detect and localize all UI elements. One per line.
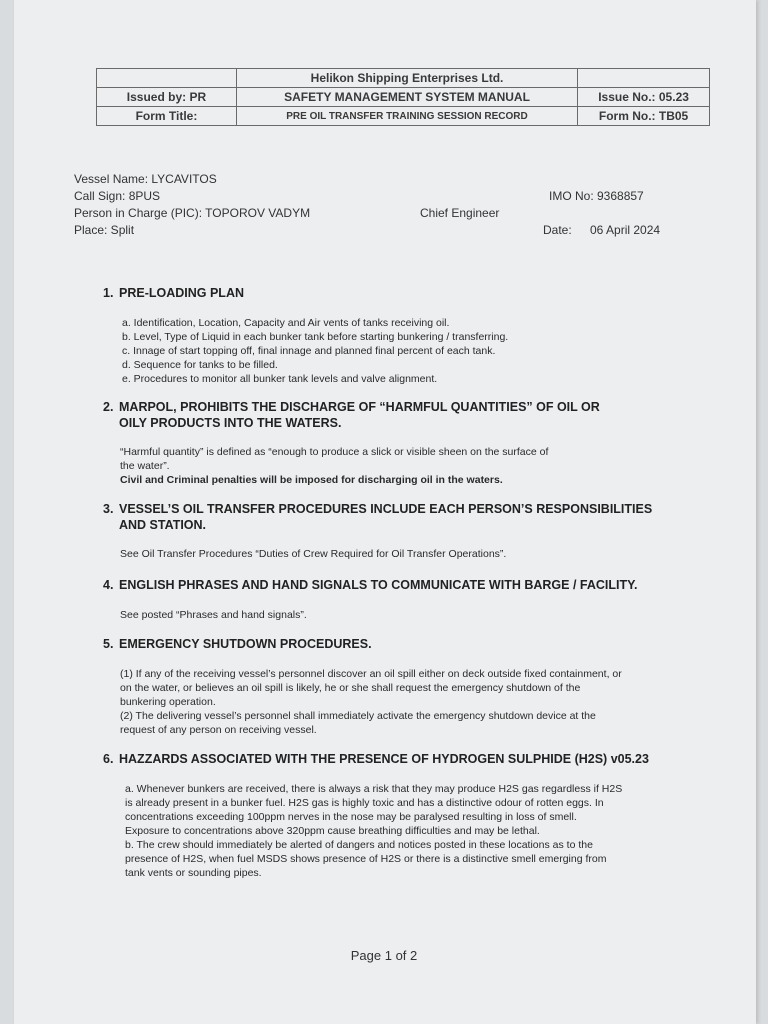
section-heading: MARPOL, PROHIBITS THE DISCHARGE OF “HARMFUL QUANTITIES” OF OIL OR — [119, 400, 600, 414]
section-4-body — [120, 608, 710, 622]
list-item: b. Level, Type of Liquid in each bunker tank before starting bunkering / transferring. — [122, 331, 509, 343]
section-5-body — [120, 667, 710, 737]
paragraph-line: on the water, or believes an oil spill is likely, he or she shall request the emergency shutdown of the — [120, 682, 581, 694]
form-title-label: Form Title: — [97, 107, 237, 126]
manual-title: SAFETY MANAGEMENT SYSTEM MANUAL — [236, 88, 577, 107]
header-empty-cell — [578, 69, 710, 88]
list-item: d. Sequence for tanks to be filled. — [122, 359, 278, 371]
section-heading: EMERGENCY SHUTDOWN PROCEDURES. — [119, 637, 372, 651]
place: Place: Split — [74, 223, 135, 237]
header-empty-cell — [97, 69, 237, 88]
form-title: PRE OIL TRANSFER TRAINING SESSION RECORD — [236, 107, 577, 126]
section-heading: PRE-LOADING PLAN — [119, 286, 244, 300]
section-heading-continued: OILY PRODUCTS INTO THE WATERS. — [119, 416, 342, 430]
paragraph-line: presence of H2S, when fuel MSDS shows presence of H2S or there is a distinctive smell emerging from — [125, 853, 607, 865]
issue-number: Issue No.: 05.23 — [578, 88, 710, 107]
paragraph-line: (1) If any of the receiving vessel’s personnel discover an oil spill either on deck outside fixed containment, or — [120, 668, 622, 680]
document-header-table — [96, 68, 710, 126]
paragraph-line: See posted “Phrases and hand signals”. — [120, 609, 307, 621]
pic-rank: Chief Engineer — [420, 206, 500, 220]
section-heading: HAZZARDS ASSOCIATED WITH THE PRESENCE OF HYDROGEN SULPHIDE (H2S) v05.23 — [119, 752, 649, 766]
section-number: 5. — [103, 637, 114, 651]
paragraph-line: the water”. — [120, 460, 170, 472]
section-3-title — [103, 501, 652, 533]
section-number: 2. — [103, 400, 114, 414]
paragraph-line: (2) The delivering vessel’s personnel shall immediately activate the emergency shutdown device at the — [120, 710, 596, 722]
paragraph-line: bunkering operation. — [120, 696, 216, 708]
section-6-title — [103, 751, 649, 767]
section-3-body — [120, 547, 710, 561]
paragraph-line: concentrations exceeding 100ppm nerves in the nose may be paralysed resulting in loss of smell. — [125, 811, 577, 823]
section-4-title — [103, 577, 638, 593]
issued-by: Issued by: PR — [97, 88, 237, 107]
paragraph-line: See Oil Transfer Procedures “Duties of Crew Required for Oil Transfer Operations”. — [120, 548, 507, 560]
paragraph-line: is already present in a bunker fuel. H2S gas is highly toxic and has a distinctive odour of rotten eggs. In — [125, 797, 604, 809]
list-item: e. Procedures to monitor all bunker tank levels and valve alignment. — [122, 373, 438, 385]
paragraph-line: b. The crew should immediately be alerted of dangers and notices posted in these locations as to the — [125, 839, 593, 851]
vessel-name: Vessel Name: LYCAVITOS — [74, 172, 217, 186]
section-heading: ENGLISH PHRASES AND HAND SIGNALS TO COMMUNICATE WITH BARGE / FACILITY. — [119, 578, 638, 592]
section-6-body — [125, 782, 710, 880]
section-number: 4. — [103, 578, 114, 592]
paragraph-line: a. Whenever bunkers are received, there is always a risk that they may produce H2S gas regardless if H2S — [125, 783, 623, 795]
date-value: 06 April 2024 — [590, 223, 661, 237]
list-item: c. Innage of start topping off, final innage and planned final percent of each tank. — [122, 345, 496, 357]
company-name: Helikon Shipping Enterprises Ltd. — [236, 69, 577, 88]
section-number: 6. — [103, 752, 114, 766]
section-2-body — [120, 445, 710, 487]
form-number: Form No.: TB05 — [578, 107, 710, 126]
section-number: 1. — [103, 286, 114, 300]
section-5-title — [103, 636, 372, 652]
section-1-body — [120, 316, 710, 386]
penalty-note: Civil and Criminal penalties will be imposed for discharging oil in the waters. — [120, 474, 503, 486]
section-number: 3. — [103, 502, 114, 516]
section-2-title — [103, 399, 600, 431]
section-heading-continued: AND STATION. — [119, 518, 207, 532]
imo-number: IMO No: 9368857 — [549, 189, 644, 203]
section-heading: VESSEL’S OIL TRANSFER PROCEDURES INCLUDE EACH PERSON’S RESPONSIBILITIES — [119, 502, 653, 516]
section-1-title — [103, 285, 244, 301]
call-sign: Call Sign: 8PUS — [74, 189, 161, 203]
date-label: Date: — [543, 223, 572, 237]
page-number: Page 1 of 2 — [350, 948, 418, 963]
paragraph-line: Exposure to concentrations above 320ppm cause breathing difficulties and may be lethal. — [125, 825, 540, 837]
person-in-charge: Person in Charge (PIC): TOPOROV VADYM — [74, 206, 311, 220]
paragraph-line: “Harmful quantity” is defined as “enough to produce a slick or visible sheen on the surface of — [120, 446, 549, 458]
list-item: a. Identification, Location, Capacity and Air vents of tanks receiving oil. — [122, 317, 450, 329]
paragraph-line: tank vents or sounding pipes. — [125, 867, 262, 879]
paragraph-line: request of any person on receiving vessel. — [120, 724, 317, 736]
